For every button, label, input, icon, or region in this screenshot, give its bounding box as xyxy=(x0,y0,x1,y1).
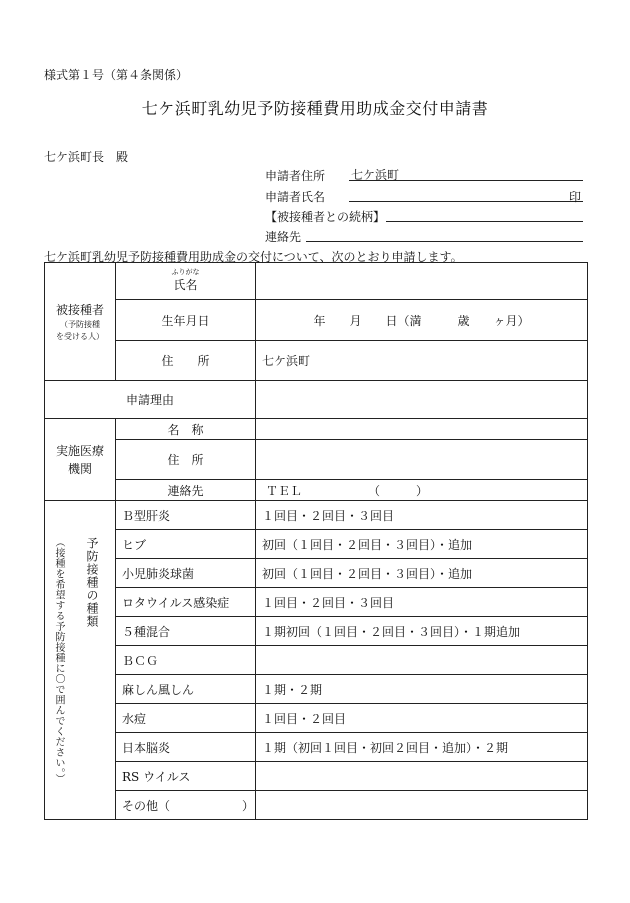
clinic-contact-label: 連絡先 xyxy=(116,480,256,501)
clinic-group-label: 実施医療 機関 xyxy=(45,419,116,501)
vaccine-name: その他（ ） xyxy=(116,791,256,820)
applicant-name-label: 申請者氏名 xyxy=(265,190,326,204)
form-number: 様式第１号（第４条関係） xyxy=(44,68,189,82)
addressee: 七ケ浜町長 殿 xyxy=(44,150,129,164)
vaccine-name: RS ウイルス xyxy=(116,762,256,791)
vaccine-group-label xyxy=(45,501,116,820)
relation-field[interactable] xyxy=(386,207,583,222)
vaccine-doses[interactable] xyxy=(256,762,588,791)
applicant-address-label: 申請者住所 xyxy=(265,169,326,183)
recipient-name-field[interactable] xyxy=(256,263,588,300)
applicant-address-value: 七ケ浜町 xyxy=(351,168,400,182)
vaccine-name: 小児肺炎球菌 xyxy=(116,559,256,588)
vaccine-name: 麻しん風しん xyxy=(116,675,256,704)
applicant-name-field[interactable] xyxy=(349,187,583,202)
clinic-name-label: 名 称 xyxy=(116,419,256,440)
recipient-address-label: 住 所 xyxy=(116,341,256,381)
vaccine-name: Ｂ型肝炎 xyxy=(116,501,256,530)
vaccine-name: ＢＣＧ xyxy=(116,646,256,675)
clinic-name-field[interactable] xyxy=(256,419,588,440)
vaccine-doses[interactable] xyxy=(256,646,588,675)
vaccine-doses[interactable] xyxy=(256,791,588,820)
vaccine-doses[interactable]: 初回（１回目・２回目・３回目）・追加 xyxy=(256,559,588,588)
intro-text: 七ケ浜町乳幼児予防接種費用助成金の交付について、次のとおり申請します。 xyxy=(44,250,463,264)
vaccine-doses[interactable]: 初回（１回目・２回目・３回目）・追加 xyxy=(256,530,588,559)
vaccine-doses[interactable]: １期（初回１回目・初回２回目・追加）・２期 xyxy=(256,733,588,762)
vaccine-selection-note: （接種を希望する予防接種に〇で囲んでください。） xyxy=(53,536,64,784)
vaccine-name: 水痘 xyxy=(116,704,256,733)
clinic-contact-field[interactable]: ＴＥＬ （ ） xyxy=(256,480,588,501)
recipient-name-label: ふりがな 氏名 xyxy=(116,263,256,300)
dob-label: 生年月日 xyxy=(116,300,256,341)
vaccine-name: ヒブ xyxy=(116,530,256,559)
seal-mark: 印 xyxy=(569,190,582,204)
vaccine-name: ロタウイルス感染症 xyxy=(116,588,256,617)
clinic-address-field[interactable] xyxy=(256,440,588,480)
vaccine-name: ５種混合 xyxy=(116,617,256,646)
reason-field[interactable] xyxy=(256,381,588,419)
furigana-label: ふりがな xyxy=(171,267,200,276)
vaccine-name: 日本脳炎 xyxy=(116,733,256,762)
dob-field[interactable]: 年 月 日（満 歳 ヶ月） xyxy=(256,300,588,341)
reason-label: 申請理由 xyxy=(45,381,256,419)
vaccine-doses[interactable]: １回目・２回目 xyxy=(256,704,588,733)
vaccine-doses[interactable]: １回目・２回目・３回目 xyxy=(256,501,588,530)
applicant-address-field[interactable] xyxy=(349,166,583,181)
vaccine-doses[interactable]: １回目・２回目・３回目 xyxy=(256,588,588,617)
applicant-contact-label: 連絡先 xyxy=(265,230,302,244)
application-table xyxy=(44,262,588,820)
vaccine-type-heading: 予防接種の種類 xyxy=(85,536,99,628)
page-title: 七ケ浜町乳幼児予防接種費用助成金交付申請書 xyxy=(141,99,489,118)
relation-label: 【被接種者との続柄】 xyxy=(265,210,386,224)
vaccine-doses[interactable]: １期初回（１回目・２回目・３回目）・１期追加 xyxy=(256,617,588,646)
clinic-address-label: 住 所 xyxy=(116,440,256,480)
applicant-contact-field[interactable] xyxy=(306,227,583,242)
vaccine-doses[interactable]: １期・２期 xyxy=(256,675,588,704)
recipient-address-field[interactable]: 七ケ浜町 xyxy=(256,341,588,381)
recipient-group-label: 被接種者 （予防接種 を受ける人） xyxy=(45,263,116,381)
